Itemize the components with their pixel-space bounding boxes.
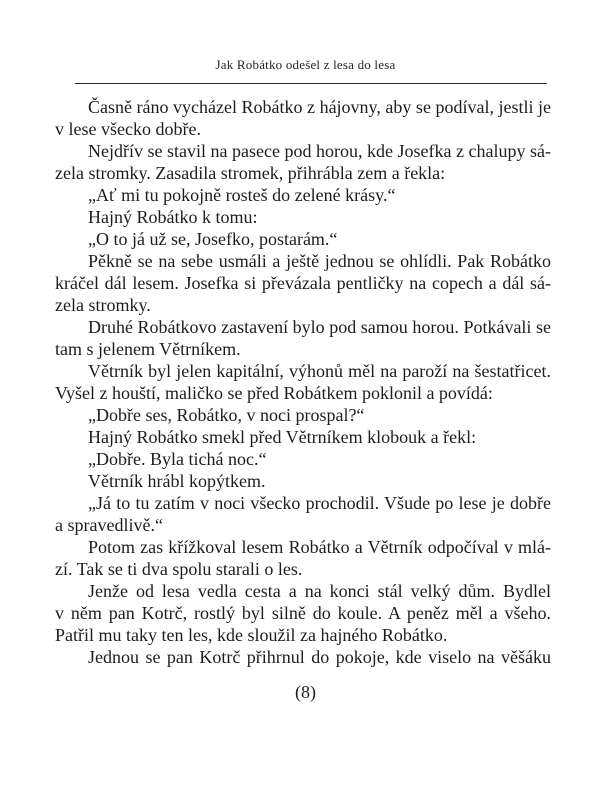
running-header: Jak Robátko odešel z lesa do lesa — [215, 57, 396, 72]
text-line: Větrník hrábl kopýtkem. — [88, 471, 266, 491]
header-rule — [75, 83, 547, 84]
text-line: Patřil mu taky ten les, kde sloužil za hajného Robátko. — [55, 625, 448, 645]
text-line: „O to já už se, Josefko, postarám.“ — [88, 229, 338, 249]
text-line: Nejdřív se stavil na pasece pod horou, kde Josefka z chalupy sá- — [88, 141, 551, 161]
page-number: (8) — [295, 682, 316, 702]
text-line: tam s jelenem Větrníkem. — [55, 339, 241, 359]
text-line: Druhé Robátkovo zastavení bylo pod samou horou. Potkávali se — [88, 317, 551, 337]
text-line: „Dobře ses, Robátko, v noci prospal?“ — [88, 405, 365, 425]
text-line: kráčel dál lesem. Josefka si převázala pentličky na copech a dál sá- — [55, 273, 551, 293]
text-line: Hajný Robátko smekl před Větrníkem klobouk a řekl: — [88, 427, 477, 447]
text-line: a spravedlivě.“ — [55, 515, 163, 535]
text-line: v něm pan Kotrč, rostlý byl silně do koule. A peněz měl a všeho. — [55, 603, 551, 623]
text-line: Hajný Robátko k tomu: — [88, 207, 258, 227]
text-line: Vyšel z houští, maličko se před Robátkem poklonil a povídá: — [55, 383, 493, 403]
text-line: „Ať mi tu pokojně rosteš do zelené krásy.“ — [88, 185, 396, 205]
text-line: „Dobře. Byla tichá noc.“ — [88, 449, 267, 469]
text-line: Větrník byl jelen kapitální, výhonů měl na paroží na šestatřicet. — [88, 361, 551, 381]
text-line: „Já to tu zatím v noci všecko prochodil. Všude po lese je dobře — [88, 493, 551, 513]
text-line: zela stromky. — [55, 295, 151, 315]
text-line: zí. Tak se ti dva spolu starali o les. — [55, 559, 303, 579]
text-line: Jednou se pan Kotrč přihrnul do pokoje, kde viselo na věšáku — [88, 647, 551, 667]
text-line: Jenže od lesa vedla cesta a na konci stál velký dům. Bydlel — [88, 581, 551, 601]
text-line: Časně ráno vycházel Robátko z hájovny, aby se podíval, jestli je — [88, 97, 551, 117]
text-line: v lese všecko dobře. — [55, 119, 201, 139]
text-line: zela stromky. Zasadila stromek, přihrábla zem a řekla: — [55, 163, 446, 183]
text-line: Pěkně se na sebe usmáli a ještě jednou se ohlídli. Pak Robátko — [88, 251, 551, 271]
body-text — [55, 96, 551, 668]
text-line: Potom zas křížkoval lesem Robátko a Větrník odpočíval v mlá- — [88, 537, 551, 557]
